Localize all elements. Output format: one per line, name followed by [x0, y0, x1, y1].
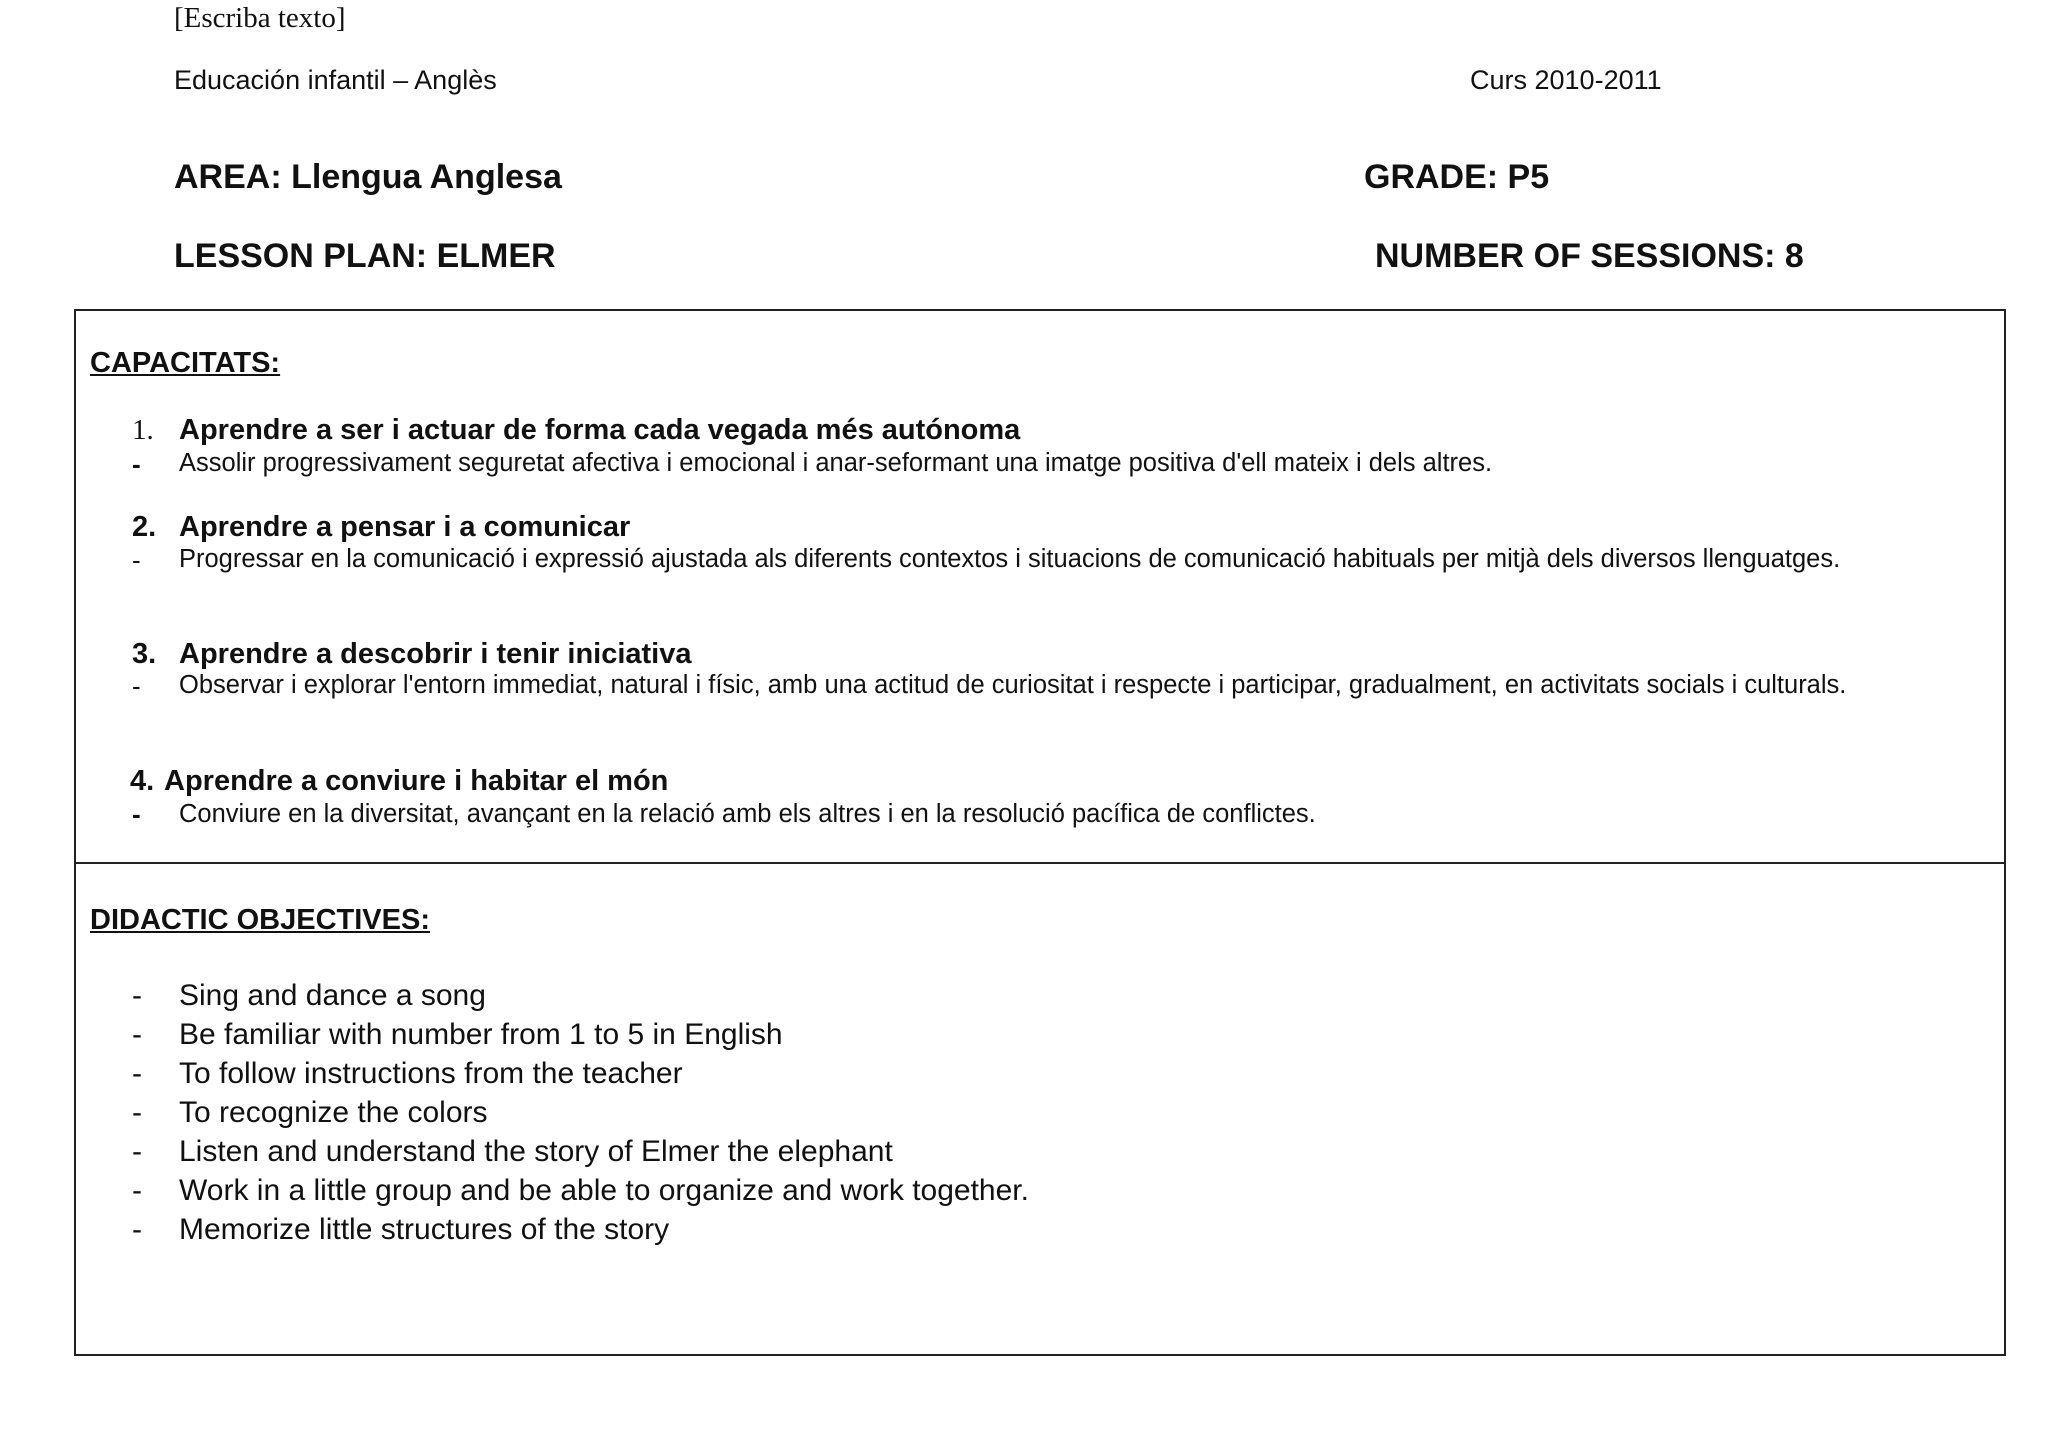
capacitat-number: 3.: [132, 638, 157, 670]
bullet-dash: -: [132, 1213, 142, 1246]
capacitat-number: 4.: [130, 765, 155, 797]
bullet-dash: -: [132, 671, 141, 701]
objective-text: Be familiar with number from 1 to 5 in English: [179, 1018, 783, 1051]
capacitat-number: 1.: [132, 414, 154, 446]
capacitat-description: Conviure en la diversitat, avançant en la relació amb els altres i en la resolució pacífica de conflictes.: [179, 800, 1316, 828]
objective-text: Sing and dance a song: [179, 979, 486, 1012]
bullet-dash: -: [132, 799, 141, 829]
objectives-section: [74, 862, 2006, 1356]
header-course-year: Curs 2010-2011: [1470, 65, 1662, 95]
lesson-plan-heading: LESSON PLAN: ELMER: [174, 237, 556, 275]
bullet-dash: -: [132, 1174, 142, 1207]
capacitats-section: [74, 309, 2006, 864]
area-heading: AREA: Llengua Anglesa: [174, 158, 562, 196]
capacitat-description: Observar i explorar l'entorn immediat, natural i físic, amb una actitud de curiositat i respecte i participar, gradualment, en activitats socials i culturals.: [179, 671, 1847, 699]
objectives-title: DIDACTIC OBJECTIVES:: [90, 904, 430, 936]
bullet-dash: -: [132, 1096, 142, 1129]
capacitat-description: Assolir progressivament seguretat afectiva i emocional i anar-seformant una imatge positiva d'ell mateix i dels altres.: [179, 449, 1493, 477]
bullet-dash: -: [132, 1135, 142, 1168]
capacitat-description: Progressar en la comunicació i expressió ajustada als diferents contextos i situacions de comunicació habituals per mitjà dels diversos llenguatges.: [179, 545, 1841, 573]
objective-text: Listen and understand the story of Elmer the elephant: [179, 1135, 893, 1168]
capacitat-number: 2.: [132, 511, 157, 543]
bullet-dash: -: [132, 545, 141, 575]
capacitat-title: Aprendre a pensar i a comunicar: [179, 511, 631, 543]
bullet-dash: -: [132, 1018, 142, 1051]
bullet-dash: -: [132, 449, 141, 479]
sessions-heading: NUMBER OF SESSIONS: 8: [1375, 237, 1804, 275]
objective-text: To follow instructions from the teacher: [179, 1057, 683, 1090]
capacitat-title: Aprendre a conviure i habitar el món: [164, 765, 669, 797]
grade-heading: GRADE: P5: [1364, 158, 1550, 196]
capacitats-title: CAPACITATS:: [90, 347, 281, 379]
header-placeholder-text: [Escriba texto]: [174, 2, 346, 34]
header-subject: Educación infantil – Anglès: [174, 65, 497, 95]
bullet-dash: -: [132, 979, 142, 1012]
capacitat-title: Aprendre a ser i actuar de forma cada vegada més autónoma: [179, 414, 1021, 446]
objective-text: Work in a little group and be able to organize and work together.: [179, 1174, 1029, 1207]
objective-text: To recognize the colors: [179, 1096, 488, 1129]
bullet-dash: -: [132, 1057, 142, 1090]
objective-text: Memorize little structures of the story: [179, 1213, 670, 1246]
capacitat-title: Aprendre a descobrir i tenir iniciativa: [179, 638, 692, 670]
